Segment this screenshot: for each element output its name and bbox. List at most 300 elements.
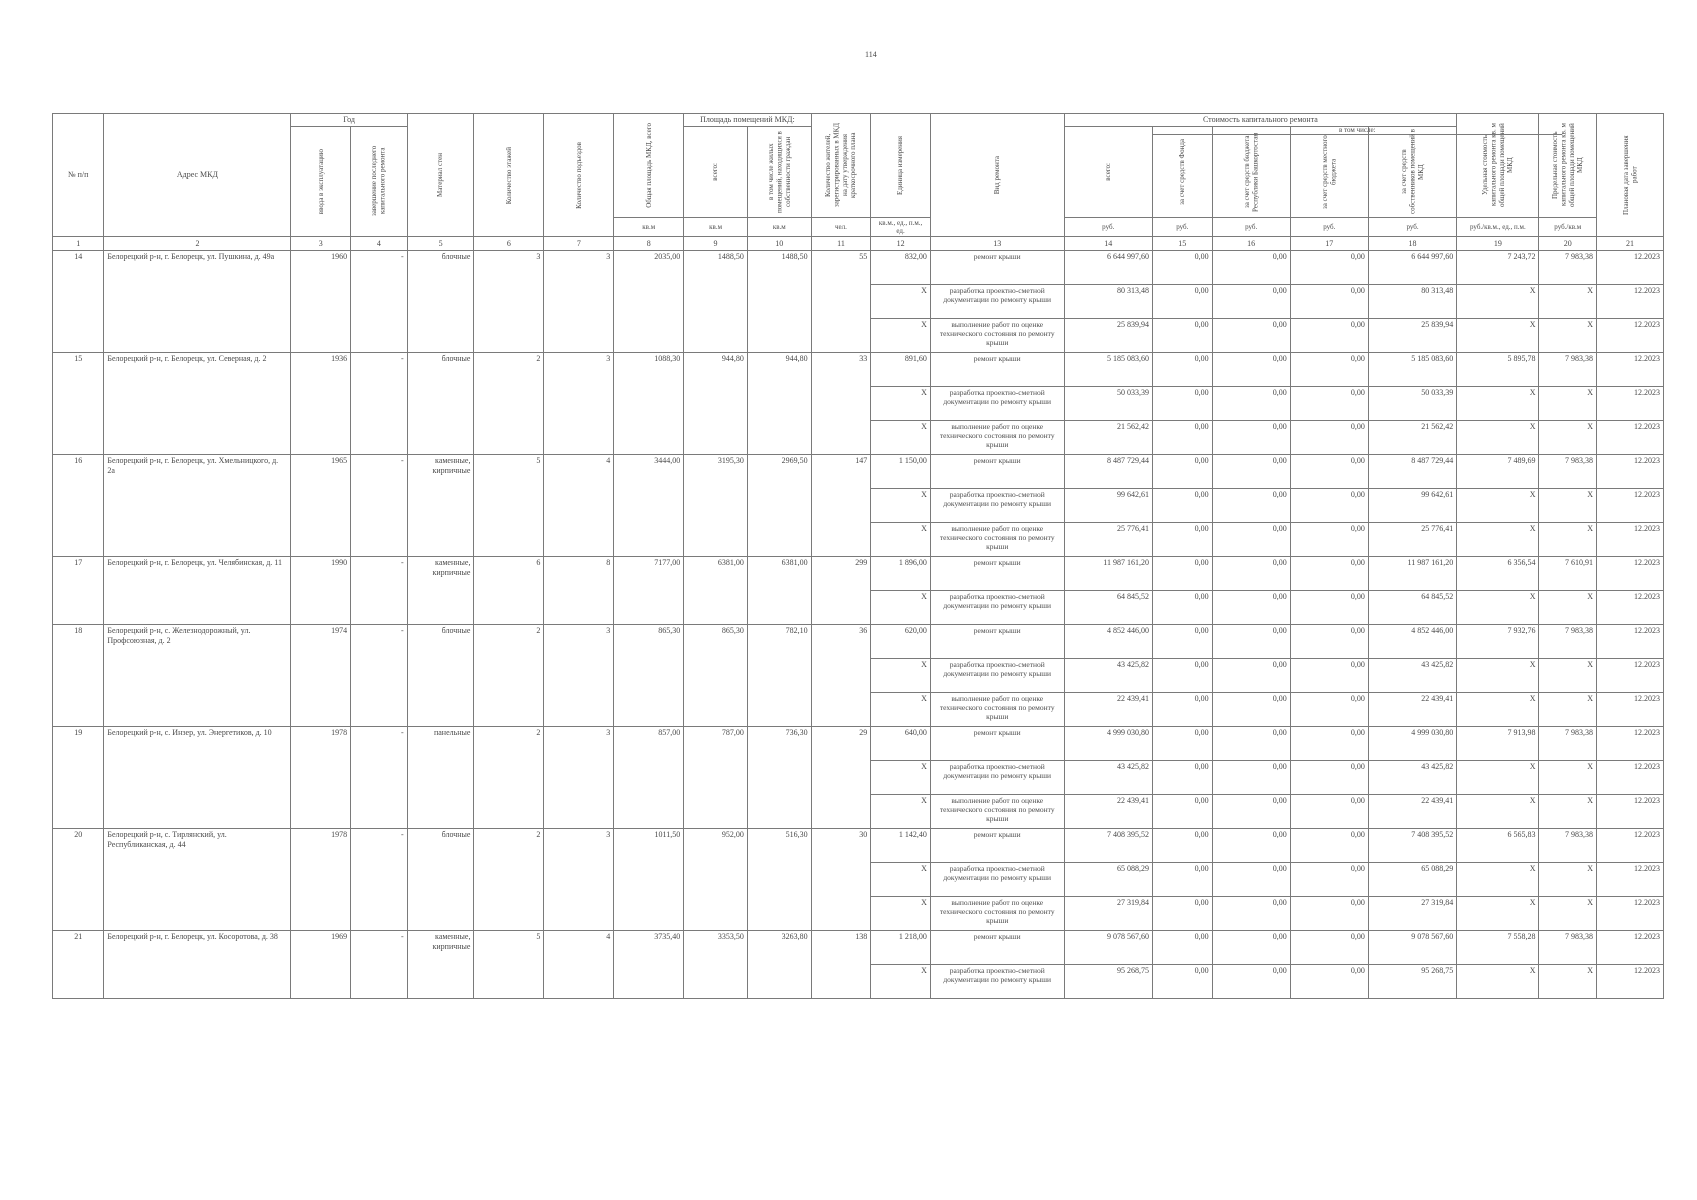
column-number: 10	[747, 237, 811, 251]
cost-republic-cell: 0,00	[1212, 285, 1290, 319]
planned-date-cell: 12.2023	[1597, 319, 1664, 353]
total-area-cell: 1011,50	[614, 829, 684, 931]
material-cell: каменные, кирпичные	[407, 455, 474, 557]
address-cell: Белорецкий р-н, с. Инзер, ул. Энергетиков, д. 10	[104, 727, 291, 829]
limit-cost-cell: X	[1539, 523, 1597, 557]
unit-cost-cell: X	[1457, 285, 1539, 319]
cost-owners-cell: 9 078 567,60	[1368, 931, 1456, 965]
planned-date-cell: 12.2023	[1597, 557, 1664, 591]
limit-cost-cell: X	[1539, 795, 1597, 829]
total-area-cell: 1088,30	[614, 353, 684, 455]
limit-cost-cell: X	[1539, 591, 1597, 625]
column-number: 5	[407, 237, 474, 251]
header-limit-cost: Предельная стоимость капитального ремонта кв. м общей площади помещений МКД	[1539, 114, 1597, 218]
quantity-cell: X	[871, 965, 931, 999]
limit-cost-cell: X	[1539, 863, 1597, 897]
residents-cell: 299	[811, 557, 871, 625]
row-number: 14	[53, 251, 104, 353]
header-material: Материал стен	[407, 114, 474, 237]
entrances-cell: 3	[544, 829, 614, 931]
last-repair-cell: -	[351, 829, 408, 931]
planned-date-cell: 12.2023	[1597, 761, 1664, 795]
floors-cell: 6	[474, 557, 544, 625]
cost-owners-cell: 65 088,29	[1368, 863, 1456, 897]
table-row	[53, 251, 1664, 285]
cost-republic-cell: 0,00	[1212, 523, 1290, 557]
quantity-cell: 832,00	[871, 251, 931, 285]
cost-fund-cell: 0,00	[1152, 795, 1212, 829]
cost-fund-cell: 0,00	[1152, 523, 1212, 557]
table-row	[53, 455, 1664, 489]
limit-cost-cell: 7 983,38	[1539, 931, 1597, 965]
entrances-cell: 4	[544, 455, 614, 557]
quantity-cell: 1 896,00	[871, 557, 931, 591]
row-number: 17	[53, 557, 104, 625]
cost-local-cell: 0,00	[1290, 421, 1368, 455]
work-type-cell: выполнение работ по оценке технического состояния по ремонту крыши	[930, 795, 1064, 829]
work-type-cell: разработка проектно-сметной документации по ремонту крыши	[930, 659, 1064, 693]
cost-total-cell: 4 852 446,00	[1064, 625, 1152, 659]
cost-fund-cell: 0,00	[1152, 557, 1212, 591]
residential-cell: 516,30	[747, 829, 811, 931]
header-cost-owners: за счет средств собственников помещений в МКД	[1368, 126, 1456, 217]
work-type-cell: разработка проектно-сметной документации по ремонту крыши	[930, 761, 1064, 795]
header-total-area: Общая площадь МКД, всего	[614, 114, 684, 218]
cost-owners-cell: 43 425,82	[1368, 761, 1456, 795]
header-cost-total: всего:	[1064, 126, 1152, 217]
quantity-cell: X	[871, 795, 931, 829]
cost-fund-cell: 0,00	[1152, 659, 1212, 693]
cost-local-cell: 0,00	[1290, 965, 1368, 999]
column-number: 2	[104, 237, 291, 251]
cost-total-cell: 7 408 395,52	[1064, 829, 1152, 863]
cost-owners-cell: 11 987 161,20	[1368, 557, 1456, 591]
quantity-cell: X	[871, 591, 931, 625]
cost-republic-cell: 0,00	[1212, 897, 1290, 931]
entrances-cell: 3	[544, 353, 614, 455]
work-type-cell: ремонт крыши	[930, 931, 1064, 965]
column-number: 19	[1457, 237, 1539, 251]
total-area-cell: 865,30	[614, 625, 684, 727]
residential-cell: 782,10	[747, 625, 811, 727]
unit-cost-cell: X	[1457, 421, 1539, 455]
year-cell: 1969	[291, 931, 351, 999]
cost-owners-cell: 50 033,39	[1368, 387, 1456, 421]
header-year-commission: ввода в эксплуатацию	[291, 126, 351, 237]
entrances-cell: 3	[544, 251, 614, 353]
cost-total-cell: 21 562,42	[1064, 421, 1152, 455]
cost-republic-cell: 0,00	[1212, 795, 1290, 829]
last-repair-cell: -	[351, 727, 408, 829]
floors-cell: 2	[474, 625, 544, 727]
material-cell: блочные	[407, 829, 474, 931]
address-cell: Белорецкий р-н, г. Белорецк, ул. Косоротова, д. 38	[104, 931, 291, 999]
cost-total-cell: 22 439,41	[1064, 693, 1152, 727]
work-type-cell: разработка проектно-сметной документации по ремонту крыши	[930, 489, 1064, 523]
cost-local-cell: 0,00	[1290, 897, 1368, 931]
row-number: 16	[53, 455, 104, 557]
cost-local-cell: 0,00	[1290, 727, 1368, 761]
residents-cell: 30	[811, 829, 871, 931]
cost-fund-cell: 0,00	[1152, 387, 1212, 421]
cost-local-cell: 0,00	[1290, 795, 1368, 829]
cost-republic-cell: 0,00	[1212, 251, 1290, 285]
limit-cost-cell: 7 610,91	[1539, 557, 1597, 591]
unit-cost-cell: X	[1457, 319, 1539, 353]
limit-cost-cell: 7 983,38	[1539, 251, 1597, 285]
capital-repair-table	[52, 113, 1664, 999]
cost-fund-cell: 0,00	[1152, 931, 1212, 965]
cost-local-cell: 0,00	[1290, 489, 1368, 523]
year-cell: 1974	[291, 625, 351, 727]
unit-cost-cell: X	[1457, 659, 1539, 693]
cost-republic-cell: 0,00	[1212, 727, 1290, 761]
cost-local-cell: 0,00	[1290, 353, 1368, 387]
row-number: 19	[53, 727, 104, 829]
work-type-cell: ремонт крыши	[930, 727, 1064, 761]
unit-17: руб.	[1290, 217, 1368, 237]
column-number: 11	[811, 237, 871, 251]
work-type-cell: разработка проектно-сметной документации по ремонту крыши	[930, 863, 1064, 897]
quantity-cell: X	[871, 285, 931, 319]
unit-cost-cell: 7 913,98	[1457, 727, 1539, 761]
address-cell: Белорецкий р-н, г. Белорецк, ул. Челябинская, д. 11	[104, 557, 291, 625]
work-type-cell: ремонт крыши	[930, 625, 1064, 659]
cost-local-cell: 0,00	[1290, 285, 1368, 319]
header-cost-republic: за счет средств бюджета Республики Башкортостан	[1212, 126, 1290, 217]
planned-date-cell: 12.2023	[1597, 829, 1664, 863]
unit-cost-cell: X	[1457, 761, 1539, 795]
row-number: 20	[53, 829, 104, 931]
cost-total-cell: 65 088,29	[1064, 863, 1152, 897]
limit-cost-cell: X	[1539, 489, 1597, 523]
cost-republic-cell: 0,00	[1212, 591, 1290, 625]
planned-date-cell: 12.2023	[1597, 931, 1664, 965]
cost-total-cell: 80 313,48	[1064, 285, 1152, 319]
cost-total-cell: 25 776,41	[1064, 523, 1152, 557]
cost-republic-cell: 0,00	[1212, 319, 1290, 353]
year-cell: 1990	[291, 557, 351, 625]
limit-cost-cell: X	[1539, 761, 1597, 795]
quantity-cell: 1 142,40	[871, 829, 931, 863]
cost-owners-cell: 43 425,82	[1368, 659, 1456, 693]
table-row	[53, 353, 1664, 387]
last-repair-cell: -	[351, 353, 408, 455]
work-type-cell: разработка проектно-сметной документации по ремонту крыши	[930, 285, 1064, 319]
cost-owners-cell: 22 439,41	[1368, 693, 1456, 727]
last-repair-cell: -	[351, 625, 408, 727]
header-planned-date: Плановая дата завершения работ	[1597, 114, 1664, 237]
planned-date-cell: 12.2023	[1597, 353, 1664, 387]
cost-owners-cell: 64 845,52	[1368, 591, 1456, 625]
quantity-cell: X	[871, 421, 931, 455]
cost-local-cell: 0,00	[1290, 761, 1368, 795]
total-area-cell: 2035,00	[614, 251, 684, 353]
material-cell: блочные	[407, 625, 474, 727]
planned-date-cell: 12.2023	[1597, 455, 1664, 489]
cost-owners-cell: 25 839,94	[1368, 319, 1456, 353]
table-row	[53, 557, 1664, 591]
column-number: 17	[1290, 237, 1368, 251]
cost-local-cell: 0,00	[1290, 387, 1368, 421]
limit-cost-cell: X	[1539, 387, 1597, 421]
material-cell: панельные	[407, 727, 474, 829]
unit-cost-cell: X	[1457, 863, 1539, 897]
header-no: № п/п	[53, 114, 104, 237]
cost-republic-cell: 0,00	[1212, 421, 1290, 455]
residents-cell: 36	[811, 625, 871, 727]
limit-cost-cell: X	[1539, 421, 1597, 455]
last-repair-cell: -	[351, 251, 408, 353]
column-number: 9	[684, 237, 748, 251]
planned-date-cell: 12.2023	[1597, 489, 1664, 523]
header-unit: Единица измерения	[871, 114, 931, 218]
table-row	[53, 727, 1664, 761]
limit-cost-cell: 7 983,38	[1539, 353, 1597, 387]
residents-cell: 29	[811, 727, 871, 829]
cost-republic-cell: 0,00	[1212, 965, 1290, 999]
work-type-cell: выполнение работ по оценке технического состояния по ремонту крыши	[930, 897, 1064, 931]
row-number: 18	[53, 625, 104, 727]
column-number: 1	[53, 237, 104, 251]
total-area-cell: 3735,40	[614, 931, 684, 999]
header-cost-including: в том числе:	[1153, 126, 1562, 135]
unit-cost-cell: 6 565,83	[1457, 829, 1539, 863]
work-type-cell: разработка проектно-сметной документации по ремонту крыши	[930, 387, 1064, 421]
limit-cost-cell: X	[1539, 965, 1597, 999]
entrances-cell: 4	[544, 931, 614, 999]
cost-local-cell: 0,00	[1290, 591, 1368, 625]
quantity-cell: X	[871, 659, 931, 693]
row-number: 21	[53, 931, 104, 999]
header-work-type: Вид ремонта	[930, 114, 1064, 237]
planned-date-cell: 12.2023	[1597, 387, 1664, 421]
cost-total-cell: 95 268,75	[1064, 965, 1152, 999]
cost-total-cell: 99 642,61	[1064, 489, 1152, 523]
column-number: 6	[474, 237, 544, 251]
cost-fund-cell: 0,00	[1152, 625, 1212, 659]
cost-owners-cell: 22 439,41	[1368, 795, 1456, 829]
cost-republic-cell: 0,00	[1212, 557, 1290, 591]
residential-cell: 736,30	[747, 727, 811, 829]
unit-cost-cell: X	[1457, 591, 1539, 625]
planned-date-cell: 12.2023	[1597, 591, 1664, 625]
premises-cell: 944,80	[684, 353, 748, 455]
cost-republic-cell: 0,00	[1212, 693, 1290, 727]
residential-cell: 3263,80	[747, 931, 811, 999]
residential-cell: 2969,50	[747, 455, 811, 557]
unit-15: руб.	[1152, 217, 1212, 237]
unit-cost-cell: X	[1457, 387, 1539, 421]
cost-fund-cell: 0,00	[1152, 421, 1212, 455]
cost-total-cell: 11 987 161,20	[1064, 557, 1152, 591]
page-number: 114	[865, 50, 877, 59]
unit-cost-cell: 7 489,69	[1457, 455, 1539, 489]
quantity-cell: X	[871, 761, 931, 795]
cost-republic-cell: 0,00	[1212, 863, 1290, 897]
cost-fund-cell: 0,00	[1152, 863, 1212, 897]
year-cell: 1965	[291, 455, 351, 557]
cost-local-cell: 0,00	[1290, 693, 1368, 727]
cost-fund-cell: 0,00	[1152, 693, 1212, 727]
cost-total-cell: 43 425,82	[1064, 761, 1152, 795]
residential-cell: 6381,00	[747, 557, 811, 625]
column-number: 13	[930, 237, 1064, 251]
cost-owners-cell: 27 319,84	[1368, 897, 1456, 931]
work-type-cell: разработка проектно-сметной документации по ремонту крыши	[930, 591, 1064, 625]
cost-local-cell: 0,00	[1290, 319, 1368, 353]
cost-fund-cell: 0,00	[1152, 489, 1212, 523]
header-residents: Количество жителей, зарегистрированных в МКД на дату утверждения краткосрочного плана	[811, 114, 871, 218]
unit-cost-cell: 7 932,76	[1457, 625, 1539, 659]
last-repair-cell: -	[351, 931, 408, 999]
unit-12: кв.м., ед., п.м., ед.	[871, 217, 931, 237]
cost-local-cell: 0,00	[1290, 659, 1368, 693]
residential-cell: 1488,50	[747, 251, 811, 353]
unit-18: руб.	[1368, 217, 1456, 237]
cost-republic-cell: 0,00	[1212, 489, 1290, 523]
material-cell: блочные	[407, 251, 474, 353]
planned-date-cell: 12.2023	[1597, 897, 1664, 931]
work-type-cell: ремонт крыши	[930, 455, 1064, 489]
cost-republic-cell: 0,00	[1212, 387, 1290, 421]
cost-total-cell: 8 487 729,44	[1064, 455, 1152, 489]
limit-cost-cell: X	[1539, 659, 1597, 693]
cost-owners-cell: 99 642,61	[1368, 489, 1456, 523]
floors-cell: 5	[474, 931, 544, 999]
quantity-cell: X	[871, 897, 931, 931]
work-type-cell: ремонт крыши	[930, 251, 1064, 285]
work-type-cell: выполнение работ по оценке технического состояния по ремонту крыши	[930, 319, 1064, 353]
material-cell: блочные	[407, 353, 474, 455]
cost-owners-cell: 21 562,42	[1368, 421, 1456, 455]
header-cost-fund: в том числе: за счет средств Фонда	[1152, 126, 1212, 217]
header-cost-group: Стоимость капитального ремонта	[1064, 114, 1457, 127]
unit-cost-cell: X	[1457, 965, 1539, 999]
entrances-cell: 3	[544, 625, 614, 727]
planned-date-cell: 12.2023	[1597, 965, 1664, 999]
floors-cell: 3	[474, 251, 544, 353]
quantity-cell: X	[871, 523, 931, 557]
cost-fund-cell: 0,00	[1152, 965, 1212, 999]
planned-date-cell: 12.2023	[1597, 251, 1664, 285]
planned-date-cell: 12.2023	[1597, 659, 1664, 693]
quantity-cell: X	[871, 319, 931, 353]
column-number: 15	[1152, 237, 1212, 251]
cost-total-cell: 22 439,41	[1064, 795, 1152, 829]
cost-total-cell: 64 845,52	[1064, 591, 1152, 625]
limit-cost-cell: 7 983,38	[1539, 829, 1597, 863]
cost-republic-cell: 0,00	[1212, 931, 1290, 965]
premises-cell: 3353,50	[684, 931, 748, 999]
cost-local-cell: 0,00	[1290, 625, 1368, 659]
cost-fund-cell: 0,00	[1152, 727, 1212, 761]
cost-fund-cell: 0,00	[1152, 353, 1212, 387]
unit-8: кв.м	[614, 217, 684, 237]
cost-republic-cell: 0,00	[1212, 829, 1290, 863]
premises-cell: 787,00	[684, 727, 748, 829]
planned-date-cell: 12.2023	[1597, 625, 1664, 659]
unit-19: руб./кв.м., ед., п.м.	[1457, 217, 1539, 237]
quantity-cell: 891,60	[871, 353, 931, 387]
unit-cost-cell: 7 243,72	[1457, 251, 1539, 285]
entrances-cell: 3	[544, 727, 614, 829]
cost-total-cell: 50 033,39	[1064, 387, 1152, 421]
unit-9: кв.м	[684, 217, 748, 237]
unit-cost-cell: 6 356,54	[1457, 557, 1539, 591]
cost-owners-cell: 80 313,48	[1368, 285, 1456, 319]
residential-cell: 944,80	[747, 353, 811, 455]
residents-cell: 138	[811, 931, 871, 999]
unit-cost-cell: 7 558,28	[1457, 931, 1539, 965]
header-cost-local: за счет средств местного бюджета	[1290, 126, 1368, 217]
work-type-cell: ремонт крыши	[930, 353, 1064, 387]
floors-cell: 2	[474, 353, 544, 455]
cost-fund-cell: 0,00	[1152, 829, 1212, 863]
header-address: Адрес МКД	[104, 114, 291, 237]
material-cell: каменные, кирпичные	[407, 557, 474, 625]
address-cell: Белорецкий р-н, г. Белорецк, ул. Северная, д. 2	[104, 353, 291, 455]
work-type-cell: ремонт крыши	[930, 829, 1064, 863]
quantity-cell: 620,00	[871, 625, 931, 659]
cost-fund-cell: 0,00	[1152, 897, 1212, 931]
quantity-cell: X	[871, 387, 931, 421]
entrances-cell: 8	[544, 557, 614, 625]
header-floors: Количество этажей	[474, 114, 544, 237]
cost-local-cell: 0,00	[1290, 931, 1368, 965]
unit-11: чел.	[811, 217, 871, 237]
year-cell: 1978	[291, 829, 351, 931]
work-type-cell: выполнение работ по оценке технического состояния по ремонту крыши	[930, 693, 1064, 727]
unit-cost-cell: X	[1457, 693, 1539, 727]
planned-date-cell: 12.2023	[1597, 863, 1664, 897]
header-unit-cost: Удельная стоимость капитального ремонта кв. м общей площади помещений МКД	[1457, 114, 1539, 218]
cost-fund-cell: 0,00	[1152, 319, 1212, 353]
cost-owners-cell: 5 185 083,60	[1368, 353, 1456, 387]
header-year-last-repair: завершение последнего капитального ремонта	[351, 126, 408, 237]
floors-cell: 5	[474, 455, 544, 557]
cost-fund-cell: 0,00	[1152, 285, 1212, 319]
address-cell: Белорецкий р-н, г. Белорецк, ул. Пушкина, д. 49а	[104, 251, 291, 353]
work-type-cell: разработка проектно-сметной документации по ремонту крыши	[930, 965, 1064, 999]
column-number: 16	[1212, 237, 1290, 251]
limit-cost-cell: 7 983,38	[1539, 625, 1597, 659]
planned-date-cell: 12.2023	[1597, 727, 1664, 761]
cost-total-cell: 4 999 030,80	[1064, 727, 1152, 761]
cost-local-cell: 0,00	[1290, 557, 1368, 591]
total-area-cell: 857,00	[614, 727, 684, 829]
limit-cost-cell: X	[1539, 285, 1597, 319]
premises-cell: 952,00	[684, 829, 748, 931]
planned-date-cell: 12.2023	[1597, 523, 1664, 557]
cost-local-cell: 0,00	[1290, 455, 1368, 489]
cost-owners-cell: 95 268,75	[1368, 965, 1456, 999]
cost-total-cell: 27 319,84	[1064, 897, 1152, 931]
year-cell: 1936	[291, 353, 351, 455]
header-entrances: Количество подъездов	[544, 114, 614, 237]
quantity-cell: X	[871, 489, 931, 523]
column-number: 14	[1064, 237, 1152, 251]
last-repair-cell: -	[351, 557, 408, 625]
cost-owners-cell: 6 644 997,60	[1368, 251, 1456, 285]
cost-fund-cell: 0,00	[1152, 251, 1212, 285]
cost-total-cell: 5 185 083,60	[1064, 353, 1152, 387]
planned-date-cell: 12.2023	[1597, 285, 1664, 319]
work-type-cell: выполнение работ по оценке технического состояния по ремонту крыши	[930, 421, 1064, 455]
column-number: 20	[1539, 237, 1597, 251]
cost-republic-cell: 0,00	[1212, 353, 1290, 387]
cost-total-cell: 43 425,82	[1064, 659, 1152, 693]
